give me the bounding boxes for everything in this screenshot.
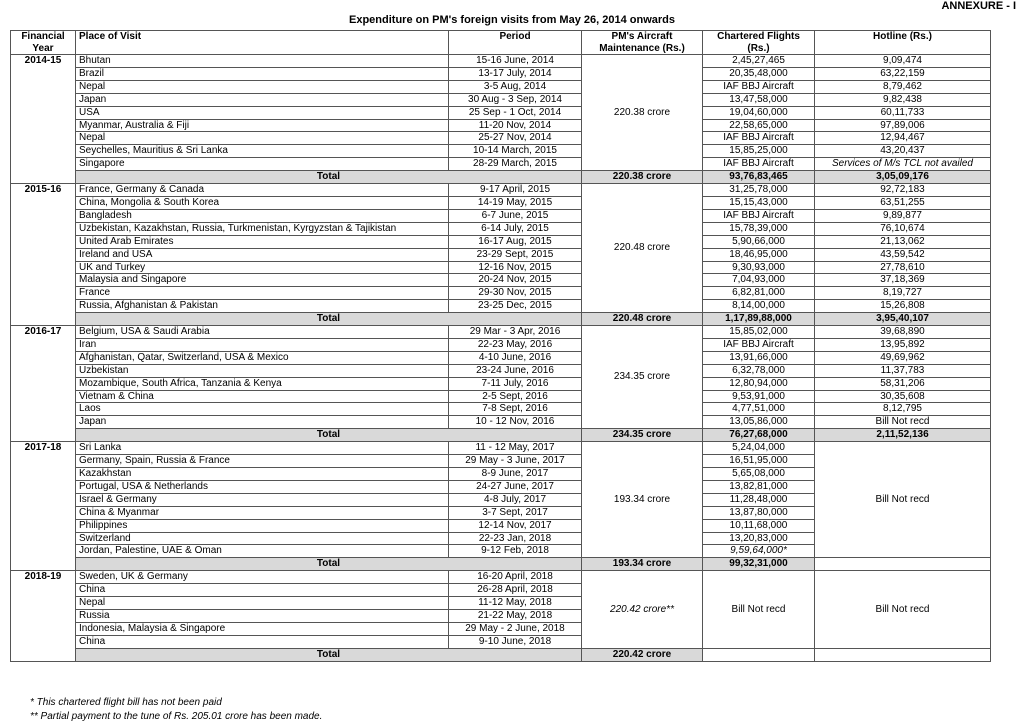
footnotes xyxy=(30,696,322,724)
table-row xyxy=(11,274,991,287)
chartered-cell: 13,20,83,000 xyxy=(703,532,815,545)
table-row xyxy=(11,416,991,429)
period-cell: 12-16 Nov, 2015 xyxy=(449,261,582,274)
hotline-cell: 12,94,467 xyxy=(815,132,991,145)
total-row xyxy=(11,171,991,184)
place-cell: Germany, Spain, Russia & France xyxy=(76,455,449,468)
chartered-cell: 11,28,48,000 xyxy=(703,493,815,506)
place-cell: Switzerland xyxy=(76,532,449,545)
place-cell: Mozambique, South Africa, Tanzania & Kenya xyxy=(76,377,449,390)
place-cell: Bhutan xyxy=(76,55,449,68)
hotline-cell: 76,10,674 xyxy=(815,222,991,235)
hotline-cell: 9,09,474 xyxy=(815,55,991,68)
place-cell: Sweden, UK & Germany xyxy=(76,571,449,584)
chartered-cell: 10,11,68,000 xyxy=(703,519,815,532)
place-cell: Uzbekistan xyxy=(76,364,449,377)
chartered-cell: 6,82,81,000 xyxy=(703,287,815,300)
expenditure-table xyxy=(10,30,991,662)
period-cell: 30 Aug - 3 Sep, 2014 xyxy=(449,93,582,106)
hotline-cell: Bill Not recd xyxy=(815,442,991,558)
period-cell: 29 May - 3 June, 2017 xyxy=(449,455,582,468)
period-cell: 9-10 June, 2018 xyxy=(449,635,582,648)
table-row xyxy=(11,390,991,403)
maintenance-cell: 193.34 crore xyxy=(582,442,703,558)
period-cell: 25-27 Nov, 2014 xyxy=(449,132,582,145)
period-cell: 3-5 Aug, 2014 xyxy=(449,80,582,93)
hotline-cell: 9,82,438 xyxy=(815,93,991,106)
total-hotline xyxy=(815,558,991,571)
place-cell: Russia xyxy=(76,609,449,622)
place-cell: Laos xyxy=(76,403,449,416)
chartered-cell: 15,15,43,000 xyxy=(703,196,815,209)
period-cell: 8-9 June, 2017 xyxy=(449,468,582,481)
period-cell: 15-16 June, 2014 xyxy=(449,55,582,68)
place-cell: China, Mongolia & South Korea xyxy=(76,196,449,209)
period-cell: 3-7 Sept, 2017 xyxy=(449,506,582,519)
table-row xyxy=(11,222,991,235)
maintenance-cell: 234.35 crore xyxy=(582,326,703,429)
chartered-cell: 22,58,65,000 xyxy=(703,119,815,132)
total-maintenance: 220.48 crore xyxy=(582,313,703,326)
maintenance-cell: 220.42 crore** xyxy=(582,571,703,648)
period-cell: 23-24 June, 2016 xyxy=(449,364,582,377)
chartered-cell: 9,53,91,000 xyxy=(703,390,815,403)
header-period: Period xyxy=(449,31,582,55)
total-label: Total xyxy=(76,648,582,661)
table-row xyxy=(11,106,991,119)
total-maintenance: 193.34 crore xyxy=(582,558,703,571)
place-cell: Indonesia, Malaysia & Singapore xyxy=(76,622,449,635)
header-financial-year: Financial Year xyxy=(11,31,76,55)
financial-year-cell: 2015-16 xyxy=(11,184,76,326)
hotline-cell: 15,26,808 xyxy=(815,300,991,313)
chartered-cell: 13,47,58,000 xyxy=(703,93,815,106)
period-cell: 9-17 April, 2015 xyxy=(449,184,582,197)
period-cell: 10 - 12 Nov, 2016 xyxy=(449,416,582,429)
hotline-cell: 11,37,783 xyxy=(815,364,991,377)
header-hotline: Hotline (Rs.) xyxy=(815,31,991,55)
financial-year-cell: 2018-19 xyxy=(11,571,76,661)
place-cell: Afghanistan, Qatar, Switzerland, USA & Mexico xyxy=(76,351,449,364)
chartered-cell: 31,25,78,000 xyxy=(703,184,815,197)
place-cell: Japan xyxy=(76,93,449,106)
period-cell: 13-17 July, 2014 xyxy=(449,67,582,80)
hotline-cell: 63,22,159 xyxy=(815,67,991,80)
footnote-1: * This chartered flight bill has not been paid xyxy=(30,697,222,708)
table-row xyxy=(11,209,991,222)
period-cell: 26-28 April, 2018 xyxy=(449,584,582,597)
period-cell: 23-29 Sept, 2015 xyxy=(449,248,582,261)
total-maintenance: 220.42 crore xyxy=(582,648,703,661)
place-cell: Myanmar, Australia & Fiji xyxy=(76,119,449,132)
chartered-cell: 4,77,51,000 xyxy=(703,403,815,416)
place-cell: United Arab Emirates xyxy=(76,235,449,248)
maintenance-cell: 220.48 crore xyxy=(582,184,703,313)
place-cell: Vietnam & China xyxy=(76,390,449,403)
total-label: Total xyxy=(76,429,582,442)
chartered-cell: 12,80,94,000 xyxy=(703,377,815,390)
period-cell: 14-19 May, 2015 xyxy=(449,196,582,209)
table-header-row xyxy=(11,31,991,55)
period-cell: 9-12 Feb, 2018 xyxy=(449,545,582,558)
place-cell: UK and Turkey xyxy=(76,261,449,274)
place-cell: Jordan, Palestine, UAE & Oman xyxy=(76,545,449,558)
chartered-cell: 9,59,64,000* xyxy=(703,545,815,558)
table-row xyxy=(11,80,991,93)
place-cell: France xyxy=(76,287,449,300)
maintenance-cell: 220.38 crore xyxy=(582,55,703,171)
chartered-cell: 20,35,48,000 xyxy=(703,67,815,80)
footnote-2: ** Partial payment to the tune of Rs. 205.01 crore has been made. xyxy=(30,711,323,722)
period-cell: 12-14 Nov, 2017 xyxy=(449,519,582,532)
header-place: Place of Visit xyxy=(76,31,449,55)
total-maintenance: 234.35 crore xyxy=(582,429,703,442)
place-cell: Nepal xyxy=(76,80,449,93)
chartered-cell: 7,04,93,000 xyxy=(703,274,815,287)
table-row xyxy=(11,145,991,158)
place-cell: Nepal xyxy=(76,597,449,610)
hotline-cell: 30,35,608 xyxy=(815,390,991,403)
period-cell: 29 Mar - 3 Apr, 2016 xyxy=(449,326,582,339)
table-row xyxy=(11,184,991,197)
total-chartered xyxy=(703,648,815,661)
table-row xyxy=(11,364,991,377)
period-cell: 20-24 Nov, 2015 xyxy=(449,274,582,287)
chartered-cell: 15,85,25,000 xyxy=(703,145,815,158)
table-row xyxy=(11,196,991,209)
header-chartered: Chartered Flights (Rs.) xyxy=(703,31,815,55)
period-cell: 11-20 Nov, 2014 xyxy=(449,119,582,132)
hotline-cell: 8,79,462 xyxy=(815,80,991,93)
hotline-cell: Bill Not recd xyxy=(815,571,991,648)
place-cell: Iran xyxy=(76,338,449,351)
chartered-cell: 15,78,39,000 xyxy=(703,222,815,235)
place-cell: Nepal xyxy=(76,132,449,145)
place-cell: Kazakhstan xyxy=(76,468,449,481)
place-cell: France, Germany & Canada xyxy=(76,184,449,197)
total-label: Total xyxy=(76,313,582,326)
place-cell: Bangladesh xyxy=(76,209,449,222)
table-row xyxy=(11,235,991,248)
chartered-cell: 5,24,04,000 xyxy=(703,442,815,455)
place-cell: Japan xyxy=(76,416,449,429)
chartered-cell: 15,85,02,000 xyxy=(703,326,815,339)
total-chartered: 1,17,89,88,000 xyxy=(703,313,815,326)
annexure-label: ANNEXURE - I xyxy=(941,0,1016,12)
total-label: Total xyxy=(76,171,582,184)
place-cell: Philippines xyxy=(76,519,449,532)
period-cell: 16-17 Aug, 2015 xyxy=(449,235,582,248)
chartered-cell: 6,32,78,000 xyxy=(703,364,815,377)
period-cell: 6-7 June, 2015 xyxy=(449,209,582,222)
table-row xyxy=(11,93,991,106)
table-row xyxy=(11,132,991,145)
chartered-cell: 13,82,81,000 xyxy=(703,480,815,493)
chartered-cell: 18,46,95,000 xyxy=(703,248,815,261)
place-cell: China xyxy=(76,635,449,648)
total-row xyxy=(11,313,991,326)
table-row xyxy=(11,261,991,274)
table-row xyxy=(11,571,991,584)
chartered-cell: 5,65,08,000 xyxy=(703,468,815,481)
period-cell: 11 - 12 May, 2017 xyxy=(449,442,582,455)
total-hotline: 3,95,40,107 xyxy=(815,313,991,326)
chartered-cell: 19,04,60,000 xyxy=(703,106,815,119)
chartered-cell: Bill Not recd xyxy=(703,571,815,648)
period-cell: 22-23 May, 2016 xyxy=(449,338,582,351)
financial-year-cell: 2014-15 xyxy=(11,55,76,184)
place-cell: USA xyxy=(76,106,449,119)
period-cell: 22-23 Jan, 2018 xyxy=(449,532,582,545)
period-cell: 11-12 May, 2018 xyxy=(449,597,582,610)
period-cell: 7-8 Sept, 2016 xyxy=(449,403,582,416)
place-cell: Malaysia and Singapore xyxy=(76,274,449,287)
place-cell: Singapore xyxy=(76,158,449,171)
table-row xyxy=(11,338,991,351)
total-chartered: 93,76,83,465 xyxy=(703,171,815,184)
total-chartered: 99,32,31,000 xyxy=(703,558,815,571)
hotline-cell: Bill Not recd xyxy=(815,416,991,429)
hotline-cell: 60,11,733 xyxy=(815,106,991,119)
period-cell: 10-14 March, 2015 xyxy=(449,145,582,158)
hotline-cell: 39,68,890 xyxy=(815,326,991,339)
place-cell: Uzbekistan, Kazakhstan, Russia, Turkmenistan, Kyrgyzstan & Tajikistan xyxy=(76,222,449,235)
place-cell: Brazil xyxy=(76,67,449,80)
hotline-cell: 92,72,183 xyxy=(815,184,991,197)
place-cell: Israel & Germany xyxy=(76,493,449,506)
financial-year-cell: 2017-18 xyxy=(11,442,76,571)
period-cell: 7-11 July, 2016 xyxy=(449,377,582,390)
chartered-cell: IAF BBJ Aircraft xyxy=(703,158,815,171)
financial-year-cell: 2016-17 xyxy=(11,326,76,442)
period-cell: 4-10 June, 2016 xyxy=(449,351,582,364)
table-row xyxy=(11,377,991,390)
table-row xyxy=(11,442,991,455)
place-cell: Sri Lanka xyxy=(76,442,449,455)
table-row xyxy=(11,248,991,261)
chartered-cell: 8,14,00,000 xyxy=(703,300,815,313)
table-row xyxy=(11,351,991,364)
chartered-cell: IAF BBJ Aircraft xyxy=(703,338,815,351)
hotline-cell: 8,12,795 xyxy=(815,403,991,416)
header-maintenance: PM's Aircraft Maintenance (Rs.) xyxy=(582,31,703,55)
hotline-cell: 97,89,006 xyxy=(815,119,991,132)
total-row xyxy=(11,429,991,442)
total-maintenance: 220.38 crore xyxy=(582,171,703,184)
hotline-cell: 63,51,255 xyxy=(815,196,991,209)
chartered-cell: IAF BBJ Aircraft xyxy=(703,132,815,145)
table-row xyxy=(11,67,991,80)
hotline-cell: 13,95,892 xyxy=(815,338,991,351)
hotline-cell: 9,89,877 xyxy=(815,209,991,222)
chartered-cell: IAF BBJ Aircraft xyxy=(703,209,815,222)
chartered-cell: 5,90,66,000 xyxy=(703,235,815,248)
hotline-cell: 49,69,962 xyxy=(815,351,991,364)
table-body xyxy=(11,55,991,662)
place-cell: Seychelles, Mauritius & Sri Lanka xyxy=(76,145,449,158)
total-hotline: 2,11,52,136 xyxy=(815,429,991,442)
table-row xyxy=(11,300,991,313)
hotline-cell: 58,31,206 xyxy=(815,377,991,390)
chartered-cell: 13,87,80,000 xyxy=(703,506,815,519)
period-cell: 2-5 Sept, 2016 xyxy=(449,390,582,403)
total-row xyxy=(11,648,991,661)
period-cell: 21-22 May, 2018 xyxy=(449,609,582,622)
chartered-cell: 13,05,86,000 xyxy=(703,416,815,429)
table-row xyxy=(11,287,991,300)
table-row xyxy=(11,326,991,339)
total-hotline xyxy=(815,648,991,661)
table-row xyxy=(11,158,991,171)
total-hotline: 3,05,09,176 xyxy=(815,171,991,184)
place-cell: China & Myanmar xyxy=(76,506,449,519)
chartered-cell: 2,45,27,465 xyxy=(703,55,815,68)
hotline-cell: 8,19,727 xyxy=(815,287,991,300)
place-cell: Ireland and USA xyxy=(76,248,449,261)
period-cell: 6-14 July, 2015 xyxy=(449,222,582,235)
hotline-cell: 21,13,062 xyxy=(815,235,991,248)
table-row xyxy=(11,55,991,68)
hotline-cell: 43,59,542 xyxy=(815,248,991,261)
place-cell: China xyxy=(76,584,449,597)
chartered-cell: 9,30,93,000 xyxy=(703,261,815,274)
total-label: Total xyxy=(76,558,582,571)
place-cell: Belgium, USA & Saudi Arabia xyxy=(76,326,449,339)
period-cell: 4-8 July, 2017 xyxy=(449,493,582,506)
period-cell: 28-29 March, 2015 xyxy=(449,158,582,171)
period-cell: 16-20 April, 2018 xyxy=(449,571,582,584)
place-cell: Portugal, USA & Netherlands xyxy=(76,480,449,493)
period-cell: 29 May - 2 June, 2018 xyxy=(449,622,582,635)
table-row xyxy=(11,119,991,132)
period-cell: 29-30 Nov, 2015 xyxy=(449,287,582,300)
hotline-cell: 37,18,369 xyxy=(815,274,991,287)
place-cell: Russia, Afghanistan & Pakistan xyxy=(76,300,449,313)
page-title: Expenditure on PM's foreign visits from May 26, 2014 onwards xyxy=(349,14,675,26)
chartered-cell: 16,51,95,000 xyxy=(703,455,815,468)
hotline-cell: 27,78,610 xyxy=(815,261,991,274)
period-cell: 23-25 Dec, 2015 xyxy=(449,300,582,313)
chartered-cell: 13,91,66,000 xyxy=(703,351,815,364)
hotline-cell: Services of M/s TCL not availed xyxy=(815,158,991,171)
hotline-cell: 43,20,437 xyxy=(815,145,991,158)
period-cell: 24-27 June, 2017 xyxy=(449,480,582,493)
total-row xyxy=(11,558,991,571)
period-cell: 25 Sep - 1 Oct, 2014 xyxy=(449,106,582,119)
chartered-cell: IAF BBJ Aircraft xyxy=(703,80,815,93)
total-chartered: 76,27,68,000 xyxy=(703,429,815,442)
table-row xyxy=(11,403,991,416)
